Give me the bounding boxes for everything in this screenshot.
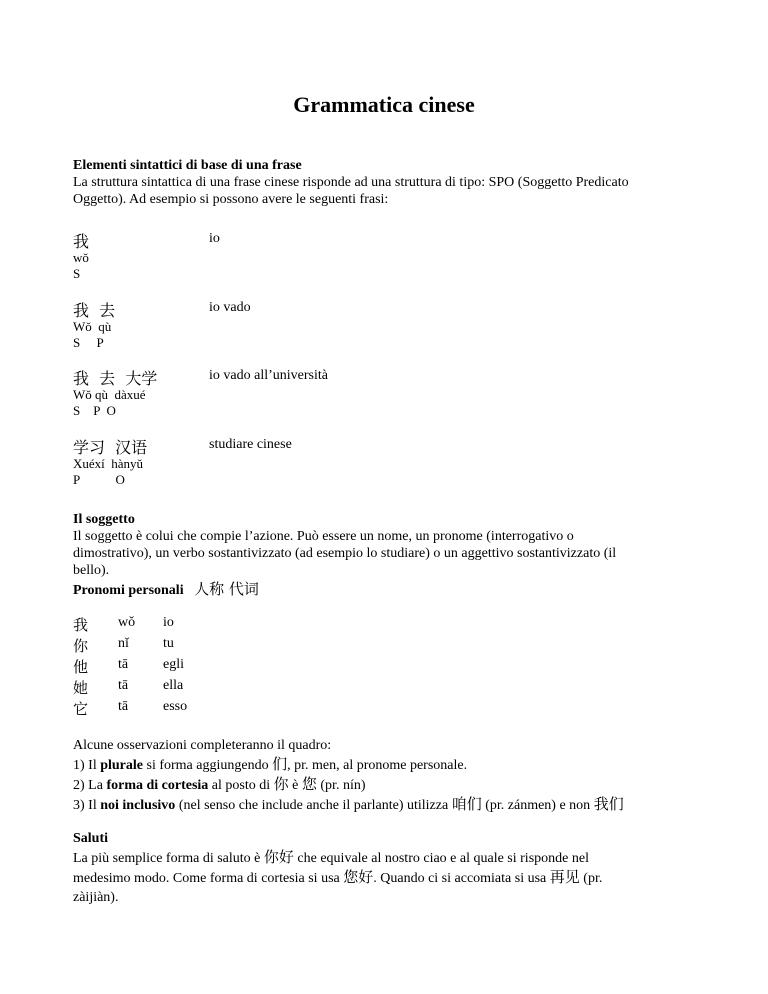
pronoun-meaning: io <box>163 615 174 630</box>
page-title: Grammatica cinese <box>293 92 475 117</box>
saluti-text: medesimo modo. Come forma di cortesia si usa <box>73 871 344 886</box>
observation-text: 2) La <box>73 778 107 793</box>
pronoun-pinyin: tā <box>118 699 129 714</box>
example-pinyin: Wǒ qù dàxué <box>73 387 146 402</box>
paragraph-line <box>73 868 713 888</box>
paragraph-line: Oggetto). Ad esempio si possono avere le seguenti frasi: <box>73 192 389 207</box>
observation-text: (nel senso che include anche il parlante) utilizza <box>175 798 452 813</box>
observation-text: (pr. zánmen) e non <box>481 798 594 813</box>
example-chinese: 我 <box>73 232 90 251</box>
observation-bold: noi inclusivo <box>100 798 176 813</box>
example-pinyin: wǒ <box>73 250 89 265</box>
example-roles: S <box>73 266 81 281</box>
pronoun-meaning: esso <box>163 699 188 714</box>
observation-text: 3) Il <box>73 798 101 813</box>
section-saluti <box>73 829 713 907</box>
saluti-text: (pr. <box>579 871 603 886</box>
example-translation: studiare cinese <box>209 437 292 452</box>
pronoun-char: 他 <box>73 658 89 676</box>
pronoun-char: 它 <box>73 700 89 718</box>
paragraph-line <box>73 848 713 868</box>
observation-text: al posto di <box>208 778 274 793</box>
pronoun-char: 我 <box>73 616 89 634</box>
saluti-chinese: 你好 <box>263 848 294 866</box>
observation-chinese: 们 <box>272 755 288 773</box>
paragraph-line: Il soggetto è colui che compie l’azione. Può essere un nome, un pronome (interrogativo o <box>73 529 574 544</box>
pronoun-meaning: tu <box>163 636 174 651</box>
paragraph-line: bello). <box>73 563 110 578</box>
observation-chinese: 我们 <box>593 795 624 813</box>
observation-item <box>73 775 713 795</box>
observation-text: si forma aggiungendo <box>143 758 273 773</box>
pronomi-label: Pronomi personali <box>73 583 184 598</box>
paragraph-line: zàijiàn). <box>73 890 119 905</box>
saluti-text: che equivale al nostro ciao e al quale si risponde nel <box>293 851 589 866</box>
saluti-chinese: 您好 <box>343 868 374 886</box>
observation-item <box>73 795 713 815</box>
section-heading: Il soggetto <box>73 512 135 527</box>
example-roles: S P O <box>73 403 116 418</box>
observation-item <box>73 755 713 775</box>
example-translation: io vado <box>209 300 251 315</box>
pronoun-meaning: egli <box>163 657 184 672</box>
pronoun-pinyin: tā <box>118 657 129 672</box>
saluti-text: La più semplice forma di saluto è <box>73 851 264 866</box>
observation-text: 1) Il <box>73 758 101 773</box>
example-chinese: 我 去 <box>73 301 116 320</box>
observation-chinese: 咱们 <box>451 795 482 813</box>
example-chinese: 学习 汉语 <box>73 438 148 457</box>
observation-chinese: 你 <box>273 775 289 793</box>
example-translation: io vado all’università <box>209 368 328 383</box>
observation-text: (pr. nín) <box>316 778 366 793</box>
paragraph-line: dimostrativo), un verbo sostantivizzato (ad esempio lo studiare) o un aggettivo sostantivizzato (il <box>73 546 617 561</box>
example-roles: S P <box>73 335 104 350</box>
paragraph-line: Alcune osservazioni completeranno il quadro: <box>73 738 332 753</box>
pronoun-char: 你 <box>73 637 89 655</box>
pronoun-pinyin: nǐ <box>118 636 129 651</box>
observation-bold: plurale <box>100 758 143 773</box>
saluti-chinese: 再见 <box>549 868 580 886</box>
section-osservazioni <box>73 736 713 815</box>
example-translation: io <box>209 231 220 246</box>
pronoun-char: 她 <box>73 679 89 697</box>
section-heading: Saluti <box>73 831 109 846</box>
observation-text: è <box>288 778 302 793</box>
saluti-text: . Quando ci si accomiata si usa <box>373 871 550 886</box>
example-pinyin: Wǒ qù <box>73 319 112 334</box>
section-heading: Elementi sintattici di base di una frase <box>73 158 302 173</box>
pronomi-heading-line <box>73 581 713 599</box>
example-pinyin: Xuéxí hànyǔ <box>73 456 144 471</box>
observation-chinese: 您 <box>301 775 317 793</box>
pronoun-pinyin: wǒ <box>118 615 136 630</box>
example-chinese: 我 去 大学 <box>73 369 158 388</box>
pronoun-pinyin: tā <box>118 678 129 693</box>
section-soggetto <box>73 511 713 599</box>
pronomi-chinese: 人称 代词 <box>194 580 259 598</box>
observation-bold: forma di cortesia <box>106 778 209 793</box>
observation-text: , pr. men, al pronome personale. <box>287 758 468 773</box>
example-roles: P O <box>73 472 125 487</box>
section-elementi <box>73 157 713 208</box>
paragraph-line: La struttura sintattica di una frase cinese risponde ad una struttura di tipo: SPO (Soggetto Predicato <box>73 175 629 190</box>
pronoun-meaning: ella <box>163 678 184 693</box>
